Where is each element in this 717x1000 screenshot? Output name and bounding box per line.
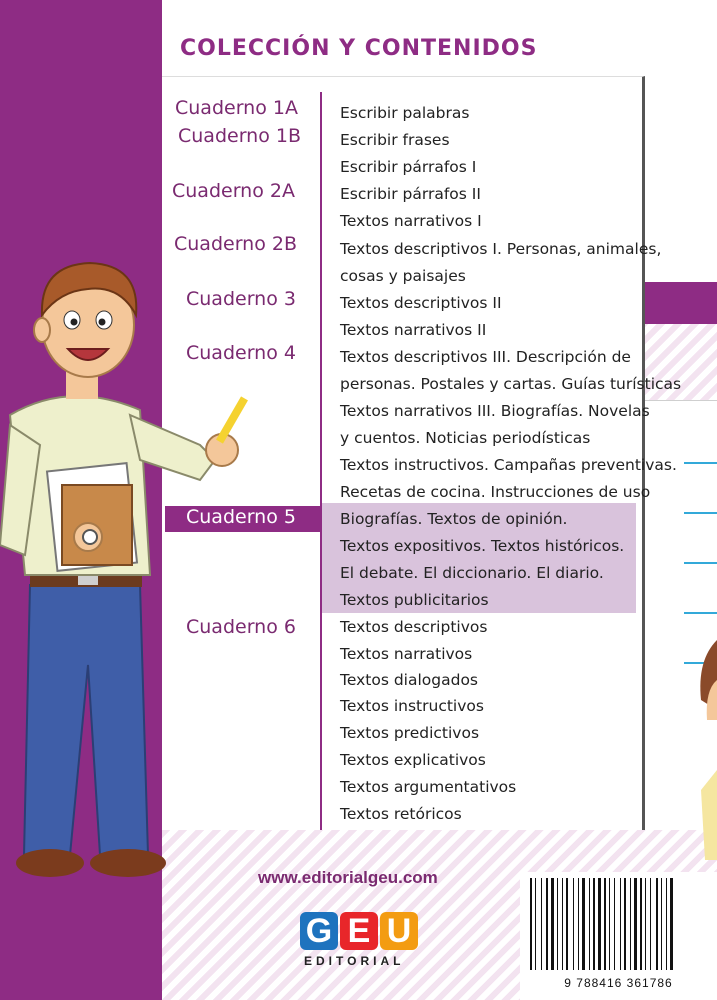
barcode-bar: [620, 878, 621, 970]
right-preview-line: [684, 612, 717, 614]
barcode-bar: [566, 878, 568, 970]
barcode-bar: [650, 878, 651, 970]
barcode-bar: [578, 878, 579, 970]
volume-label: Cuaderno 1B: [178, 125, 302, 147]
content-item: cosas y paisajes: [340, 267, 466, 285]
page-title: COLECCIÓN Y CONTENIDOS: [180, 36, 538, 61]
barcode-bar: [582, 878, 585, 970]
content-item: Textos narrativos I: [340, 212, 482, 230]
content-item: Textos retóricos: [340, 805, 462, 823]
barcode-bar: [557, 878, 558, 970]
logo-letter: G: [300, 912, 338, 950]
content-item: Textos expositivos. Textos históricos.: [340, 537, 625, 555]
volume-label-selected: Cuaderno 5: [186, 506, 296, 528]
logo-letter: E: [340, 912, 378, 950]
content-item: Textos publicitarios: [340, 591, 489, 609]
barcode-bar: [530, 878, 532, 970]
content-item: Textos descriptivos II: [340, 294, 502, 312]
barcode-bar: [551, 878, 554, 970]
content-item: Textos instructivos. Campañas preventivas.: [340, 456, 677, 474]
content-item: Textos predictivos: [340, 724, 480, 742]
content-item: Textos explicativos: [340, 751, 486, 769]
barcode-bar: [624, 878, 626, 970]
barcode-bar: [661, 878, 662, 970]
barcode-bar: [546, 878, 548, 970]
column-divider: [320, 92, 322, 830]
barcode-bar: [604, 878, 606, 970]
barcode-bar: [598, 878, 601, 970]
content-item: Textos argumentativos: [340, 778, 517, 796]
barcode-bar: [589, 878, 590, 970]
barcode-bar: [630, 878, 631, 970]
content-item: Escribir frases: [340, 131, 450, 149]
volume-label: Cuaderno 2B: [174, 233, 298, 255]
barcode-bar: [541, 878, 542, 970]
volume-label: Cuaderno 4: [186, 342, 296, 364]
content-item: personas. Postales y cartas. Guías turísticas: [340, 375, 682, 393]
content-item: El debate. El diccionario. El diario.: [340, 564, 604, 582]
content-item: Textos dialogados: [340, 671, 479, 689]
logo-subtitle: EDITORIAL: [304, 954, 405, 968]
girl-illustration-partial: [697, 640, 717, 860]
website-url[interactable]: www.editorialgeu.com: [258, 868, 438, 887]
content-item: Biografías. Textos de opinión.: [340, 510, 568, 528]
teacher-illustration: [0, 245, 260, 905]
content-item: Recetas de cocina. Instrucciones de uso: [340, 483, 651, 501]
content-item: Escribir párrafos II: [340, 185, 481, 203]
barcode-bar: [562, 878, 563, 970]
content-item: y cuentos. Noticias periodísticas: [340, 429, 591, 447]
geu-editorial-logo: [300, 912, 418, 968]
content-item: Textos descriptivos III. Descripción de: [340, 348, 631, 366]
content-item: Textos instructivos: [340, 697, 484, 715]
right-preview-line: [684, 512, 717, 514]
right-preview-header: [640, 282, 717, 324]
content-item: Textos narrativos III. Biografías. Novelas: [340, 402, 650, 420]
content-item: Escribir palabras: [340, 104, 470, 122]
isbn-number: 9 788416 361786: [564, 976, 673, 990]
barcode-bar: [609, 878, 610, 970]
barcode-bar: [614, 878, 615, 970]
volume-label: Cuaderno 3: [186, 288, 296, 310]
volume-label: Cuaderno 2A: [172, 180, 295, 202]
barcode-bar: [634, 878, 637, 970]
volume-label: Cuaderno 6: [186, 616, 296, 638]
content-item: Escribir párrafos I: [340, 158, 477, 176]
logo-letter: U: [380, 912, 418, 950]
barcode-bar: [670, 878, 673, 970]
content-item: Textos narrativos II: [340, 321, 487, 339]
barcode: [520, 872, 717, 1000]
barcode-bar: [535, 878, 536, 970]
barcode-bar: [573, 878, 574, 970]
barcode-bar: [593, 878, 595, 970]
barcode-bars: [520, 872, 717, 972]
right-preview-line: [684, 462, 717, 464]
barcode-bar: [640, 878, 642, 970]
barcode-bar: [645, 878, 646, 970]
content-item: Textos narrativos: [340, 645, 473, 663]
right-preview-line: [684, 562, 717, 564]
barcode-bar: [666, 878, 667, 970]
volume-label: Cuaderno 1A: [175, 97, 298, 119]
content-item: Textos descriptivos: [340, 618, 488, 636]
barcode-bar: [656, 878, 658, 970]
content-item: Textos descriptivos I. Personas, animales,: [340, 240, 662, 258]
